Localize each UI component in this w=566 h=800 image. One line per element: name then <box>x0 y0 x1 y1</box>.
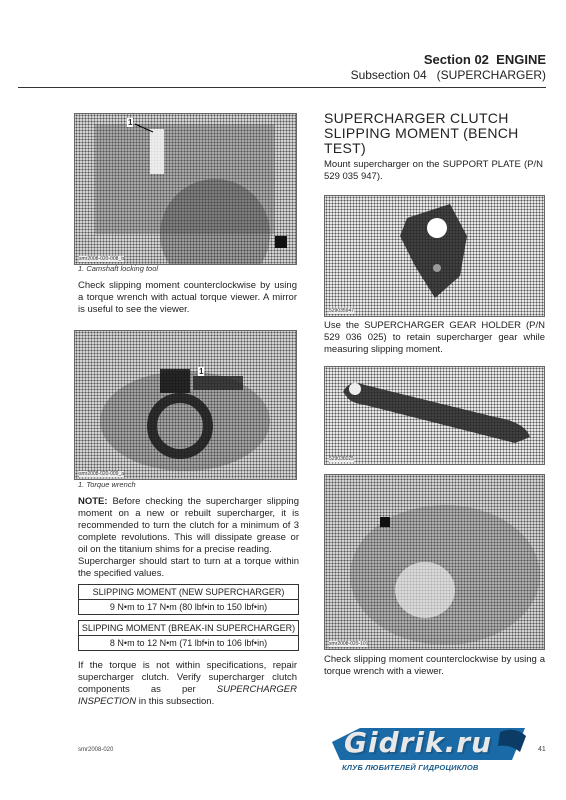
spec-table-value: 9 N•m to 17 N•m (80 lbf•in to 150 lbf•in) <box>79 600 299 615</box>
figure-id: smr2008-020-008_b <box>79 256 125 262</box>
section-title: ENGINE <box>496 52 546 67</box>
note-text: Before checking the supercharger slipping moment on a new or rebuilt supercharger, it is recommended to turn the clutch for a minimum of 3 complete revolutions. This will dissipate grease or oil on the titanium shims for a precise reading. <box>78 496 299 555</box>
body-paragraph: Check slipping moment counterclockwise by using a torque wrench with actual torque viewer. A mirror is useful to see the viewer. <box>78 280 297 315</box>
text-run: If the torque is not within specifications, repair supercharger clutch. Verify supercharger clutch components as per <box>78 660 297 695</box>
spec-table-new <box>78 584 299 615</box>
note-label: NOTE: <box>78 496 108 507</box>
spec-table-header: SLIPPING MOMENT (BREAK-IN SUPERCHARGER) <box>79 621 299 636</box>
callout-1: 1 <box>128 118 133 127</box>
gidrik-logo <box>330 724 530 776</box>
gear-holder-photo <box>324 366 545 465</box>
note-paragraph <box>78 496 299 556</box>
spec-table-value: 8 N•m to 12 N•m (71 lbf•in to 106 lbf•in) <box>79 636 299 651</box>
figure-caption: 1. Camshaft locking tool <box>78 264 159 273</box>
callout-1: 1 <box>199 367 204 376</box>
figure-id: 529036025 <box>329 456 355 462</box>
cross-reference: SUPERCHARGER INSPECTION <box>78 684 297 707</box>
figure-caption: 1. Torque wrench <box>78 480 136 489</box>
body-paragraph <box>78 660 297 708</box>
footer-doc-id: smr2008-020 <box>78 747 114 753</box>
spec-table-break-in <box>78 620 299 651</box>
section-title: SUPERCHARGER CLUTCH SLIPPING MOMENT (BENCH TEST) <box>324 110 519 156</box>
torque-viewer-photo <box>324 474 545 650</box>
figure-id: smr2008-020-009_a <box>79 471 125 477</box>
spec-table-header: SLIPPING MOMENT (NEW SUPERCHARGER) <box>79 585 299 600</box>
body-paragraph: Check slipping moment counterclockwise by using a torque wrench with a viewer. <box>324 654 545 677</box>
section-number: Section 02 <box>423 52 489 67</box>
section-header <box>424 52 546 67</box>
figure-id: smr2008-020-101 <box>329 641 369 647</box>
header-rule <box>18 87 546 88</box>
figure-id: 529035947 <box>329 308 355 314</box>
torque-wrench-illustration <box>75 331 296 479</box>
gear-holder-illustration <box>325 367 544 464</box>
logo-subtext: КЛУБ ЛЮБИТЕЛЕЙ ГИДРОЦИКЛОВ <box>342 763 479 772</box>
logo-text: Gidrik.ru <box>344 726 493 759</box>
camshaft-photo <box>74 113 297 265</box>
body-paragraph: Use the SUPERCHARGER GEAR HOLDER (P/N 529 036 025) to retain supercharger gear while measuring slipping moment. <box>324 320 545 355</box>
text-run: in this subsection. <box>136 696 215 707</box>
engine-illustration <box>75 114 296 264</box>
torque-wrench-photo <box>74 330 297 480</box>
subsection-header <box>351 68 546 82</box>
body-paragraph: Supercharger should start to turn at a torque within the specified values. <box>78 556 299 579</box>
torque-viewer-illustration <box>325 475 544 649</box>
support-plate-illustration <box>325 196 544 316</box>
body-paragraph: Mount supercharger on the SUPPORT PLATE (P/N 529 035 947). <box>324 159 543 182</box>
subsection-title: (SUPERCHARGER) <box>436 68 546 82</box>
page-number: 41 <box>538 746 546 753</box>
support-plate-photo <box>324 195 545 317</box>
subsection-number: Subsection 04 <box>350 68 427 82</box>
